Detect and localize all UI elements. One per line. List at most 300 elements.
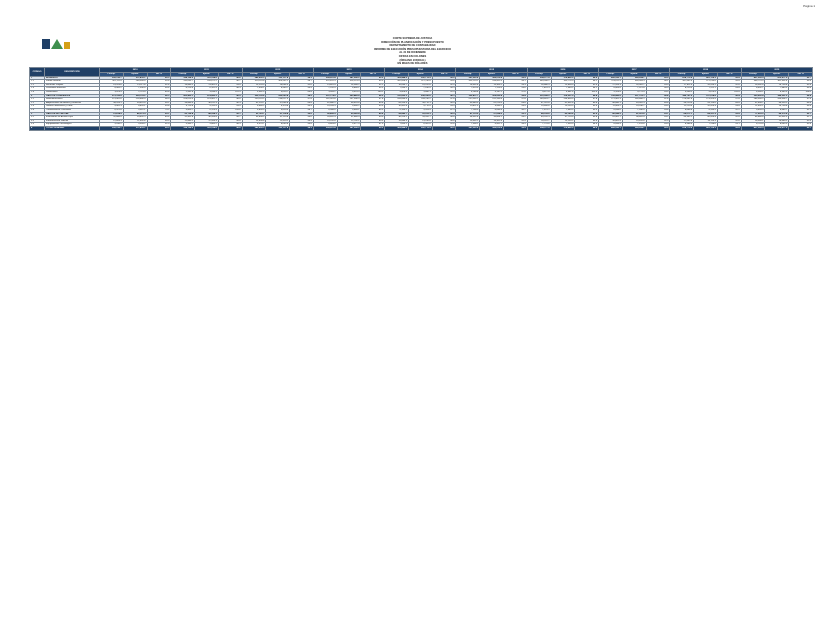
cell-value: 11,004.2 [599,105,623,109]
cell-value: 90.0 [361,116,385,120]
cell-value: 13,902.5 [195,83,219,87]
cell-value: 33,804.2 [242,116,266,120]
cell-value: 286,990.2 [741,98,765,102]
cell-code: 2.2 [30,101,45,105]
cell-value: 95.7 [789,76,813,80]
cell-value: 349,701.5 [670,94,694,98]
cell-value: 290,445.8 [337,94,361,98]
cell-value: 95.9 [646,126,670,130]
cell-value: 292,118.6 [242,94,266,98]
cell-value: 316,223.4 [337,80,361,84]
column-header-year: 2013 [313,68,384,73]
cell-description: Donaciones [45,90,100,94]
cell-value: 265,118.2 [123,94,147,98]
cell-value: 11,210.9 [670,105,694,109]
column-subheader: Presup. [527,72,551,76]
cell-value: 53,783.7 [242,112,266,116]
cell-value: 8,004.6 [599,87,623,91]
cell-value: 40,220.3 [527,116,551,120]
cell-value: 95.1 [218,112,242,116]
cell-value: 92.4 [147,83,171,87]
cell-value: 350,776.0 [551,80,575,84]
cell-value: 18,004.1 [741,119,765,123]
cell-value: 36,012.3 [195,101,219,105]
cell-value: 389,204.7 [622,126,646,130]
cell-value: 431,205.9 [741,76,765,80]
cell-value: 6,030.1 [741,90,765,94]
cell-value: 105.6 [218,108,242,112]
cell-value: 320,411.7 [456,94,480,98]
cell-value: 405,930.1 [599,76,623,80]
cell-value: 98.0 [218,98,242,102]
cell-value: 14,004.3 [266,83,290,87]
cell-value: 235,114.2 [242,98,266,102]
cell-value: 318,221.9 [551,94,575,98]
column-subheader: Presup. [599,72,623,76]
cell-value: 41,220.7 [242,101,266,105]
cell-value: 44,880.6 [741,116,765,120]
cell-value: 37,710.5 [551,116,575,120]
cell-value: 90.4 [147,87,171,91]
cell-value: 16,110.7 [527,119,551,123]
cell-value: 41,602.3 [765,116,789,120]
cell-value: 412,877.0 [765,76,789,80]
cell-value: 89.6 [361,112,385,116]
cell-value: 51,114.4 [266,112,290,116]
cell-code: 1.4 [30,90,45,94]
cell-value: 96.5 [290,94,314,98]
cell-value: 93.9 [575,112,599,116]
cell-value: 92.8 [789,83,813,87]
cell-value: 11,402.1 [741,105,765,109]
cell-value: 8,210.5 [670,87,694,91]
cell-value: 56,426.5 [313,112,337,116]
cell-value: 401,116.3 [694,76,718,80]
cell-value: 98.0 [147,98,171,102]
cell-value: 93.9 [432,105,456,109]
cell-value: 96.6 [218,76,242,80]
header-line: AL 31 DE DICIEMBRE [399,51,426,55]
cell-value: 9,580.2 [337,105,361,109]
cell-value: 92.2 [361,83,385,87]
cell-value: 8,402.7 [741,87,765,91]
cell-value: 398,770.5 [741,80,765,84]
cell-value: 257,002.1 [456,98,480,102]
column-subheader: Ejecut. [195,72,219,76]
cell-value: 18,002.6 [741,83,765,87]
column-subheader: Var. % [717,72,741,76]
cell-value: 5,529.9 [408,108,432,112]
cell-value: 92.9 [432,83,456,87]
cell-value: 93.9 [361,105,385,109]
cell-value: 310,602.3 [385,94,409,98]
cell-value: 378,402.5 [551,126,575,130]
cell-value: 61,501.6 [622,112,646,116]
cell-value: 38,410.6 [337,101,361,105]
cell-value: 283,402.1 [171,94,195,98]
cell-value: 6,880.1 [337,87,361,91]
cell-value: 6,124.9 [195,108,219,112]
cell-description: Transferencias Corrientes [45,108,100,112]
cell-value: 7,574.1 [527,108,551,112]
cell-description: Inversiones en Activos Fijos [45,116,100,120]
cell-description: GASTOS DE CAPITAL [45,112,100,116]
cell-value: 412,877.0 [765,126,789,130]
cell-value: 53,533.3 [408,112,432,116]
cell-value: 10,611.3 [456,105,480,109]
cell-value: 16,310.2 [694,83,718,87]
cell-value: 51,414.9 [100,112,124,116]
cell-value: 97.8 [717,98,741,102]
cell-value: 310,045.7 [171,80,195,84]
cell-value: 4,187.2 [480,90,504,94]
cell-value: 16,402.8 [456,83,480,87]
cell-value: 14,880.2 [171,83,195,87]
cell-value: 366,010.4 [480,76,504,80]
cell-value: 85.3 [361,108,385,112]
column-subheader: Var. % [290,72,314,76]
column-header-year: 2017 [599,68,670,73]
cell-value: 92.8 [789,123,813,127]
cell-value: 13,604.8 [242,119,266,123]
cell-value: 7,521.8 [622,87,646,91]
cell-value: 96.3 [147,94,171,98]
cell-value: 5,803.5 [242,108,266,112]
cell-value: 16,700.8 [765,83,789,87]
header-line: INFORME DE EJECUCIÓN PRESUPUESTARIA DEL EJERCICIO [373,47,452,51]
cell-value: 93.9 [218,105,242,109]
cell-value: 94.9 [290,119,314,123]
cell-value: 96.6 [218,126,242,130]
cell-value: 7,306.1 [456,123,480,127]
cell-value: 94.5 [504,123,528,127]
header-line: CORTE SUPREMA DE JUSTICIA [392,37,433,40]
cell-value: 5,943.7 [171,123,195,127]
cell-value: 3,680.1 [408,90,432,94]
cell-value: 30,204.8 [195,116,219,120]
cell-value: 369,488.0 [385,126,409,130]
cell-value: 92.6 [717,83,741,87]
cell-value: 51,804.7 [741,101,765,105]
cell-value: 96.4 [717,94,741,98]
cell-value: 96.3 [432,94,456,98]
cell-value: 12,204.3 [195,119,219,123]
cell-value: 96.4 [504,94,528,98]
cell-value: 358,201.4 [313,76,337,80]
cell-value: 8,366.4 [670,123,694,127]
column-subheader: Ejecut. [765,72,789,76]
cell-value: 45,110.6 [694,101,718,105]
cell-value: 5,610.5 [266,108,290,112]
cell-value: 36,910.2 [385,116,409,120]
cell-value: 95.5 [432,76,456,80]
column-header-year: 2015 [456,68,527,73]
cell-value: 7,590.0 [622,108,646,112]
cell-value: 95.2 [361,76,385,80]
cell-value: 96.1 [646,80,670,84]
cell-value: 327,703.1 [622,94,646,98]
cell-value: 7,786.6 [694,123,718,127]
column-subheader: Presup. [171,72,195,76]
cell-value: 92.8 [717,112,741,116]
cell-value: 10,330.7 [622,105,646,109]
cell-value: 346,501.2 [765,94,789,98]
cell-value: 90.1 [147,112,171,116]
cell-value: 48,254.3 [195,112,219,116]
cell-code: 3.2 [30,119,45,123]
cell-value: 249,660.4 [385,98,409,102]
cell-value: 401,116.3 [694,126,718,130]
cell-value: 10,204.5 [313,105,337,109]
cell-description: Gastos Financieros y Otros [45,105,100,109]
cell-value: 6,490.9 [480,108,504,112]
cell-value: 9,710.6 [171,105,195,109]
cell-value: 7,801.3 [527,87,551,91]
cell-value: 299,871.2 [195,80,219,84]
cell-value: 14,220.6 [313,119,337,123]
cell-value: 327,110.8 [408,80,432,84]
cell-value: 8,400.2 [100,87,124,91]
cell-value: 95.3 [361,80,385,84]
cell-value: 96.4 [789,94,813,98]
cell-value: 90.2 [504,108,528,112]
cell-value: 7,340.2 [551,87,575,91]
cell-value: 93.0 [646,83,670,87]
cell-value: 87.9 [361,123,385,127]
cell-value: 93.8 [789,105,813,109]
cell-value: 93.9 [290,105,314,109]
column-header-year: 2018 [670,68,741,73]
cell-description: Equipamiento Tecnológico [45,123,100,127]
cell-value: 4,006.6 [385,90,409,94]
cell-description: Préstamos Externos [45,87,100,91]
cell-value: 93.9 [504,105,528,109]
cell-value: 96.4 [646,94,670,98]
cell-value: 93.2 [646,116,670,120]
cell-value: 364,908.2 [527,80,551,84]
cell-value: 101.5 [218,90,242,94]
cell-value: 8,180.4 [694,108,718,112]
column-subheader: Var. % [789,72,813,76]
cell-value: 97.8 [290,98,314,102]
cell-value: 46,530.2 [765,101,789,105]
cell-value: 41,220.5 [480,101,504,105]
cell-value: 4,681.4 [551,90,575,94]
header-line: CIFRAS EN COLONES [398,54,427,58]
cell-value: 89.8 [717,101,741,105]
cell-value: 6,502.0 [408,123,432,127]
cell-value: 93.0 [646,123,670,127]
cell-value: 89.8 [646,101,670,105]
cell-value: 3,038.5 [195,90,219,94]
column-subheader: Presup. [456,72,480,76]
page-number: Página 1 [803,4,815,8]
cell-value: 95.6 [432,80,456,84]
cell-value: 14,912.6 [408,83,432,87]
cell-value: 10,804.6 [527,105,551,109]
cell-value: 89.6 [361,101,385,105]
header-line: (ÓRGANO JUDICIAL) [399,58,426,62]
cell-value: 95.0 [290,116,314,120]
cell-value: 9,405.4 [741,108,765,112]
cell-value: 7,064.5 [551,108,575,112]
cell-value: 5,548.2 [670,90,694,94]
cell-value: 93.1 [646,112,670,116]
cell-value: 31,902.6 [171,116,195,120]
cell-description: Infraestructura Judicial [45,119,100,123]
cell-value: 366,010.4 [480,126,504,130]
cell-value: 95.8 [717,76,741,80]
cell-value: 311,432.1 [123,126,147,130]
cell-value: 279,401.6 [670,98,694,102]
cell-value: 41,402.7 [599,116,623,120]
column-subheader: Var. % [218,72,242,76]
cell-value: 93.4 [218,83,242,87]
cell-value: 7,339.9 [551,123,575,127]
cell-value: 48,880.1 [599,101,623,105]
cell-value: 38,402.6 [456,116,480,120]
cell-value: 405,930.1 [599,126,623,130]
cell-value: 91.6 [432,123,456,127]
cell-value: 6,393.5 [765,90,789,94]
cell-value: 96.2 [361,94,385,98]
cell-value: 5,448.1 [337,108,361,112]
cell-value: 5,007.1 [123,108,147,112]
cell-value: 93.9 [575,105,599,109]
cell-value: 71,603.5 [741,112,765,116]
cell-value: 93.4 [290,87,314,91]
cell-value: 92.9 [147,123,171,127]
cell-value: 7,198.0 [456,108,480,112]
cell-value: 69,071.1 [670,112,694,116]
cell-value: 96.3 [290,76,314,80]
cell-value: 16,880.5 [527,83,551,87]
cell-value: 8,718.8 [741,123,765,127]
cell-value: 43,302.1 [670,116,694,120]
header-line: EN MILES DE DÓLARES [397,62,428,66]
cell-value: 6,093.6 [266,123,290,127]
cell-value: 352,713.9 [408,126,432,130]
cell-value: 309,552.1 [266,80,290,84]
cell-value: 13,510.6 [408,119,432,123]
cell-value: 6,210.0 [171,87,195,91]
cell-value: 89.8 [290,101,314,105]
cell-value: 16,680.2 [765,119,789,123]
cell-value: 2,719.4 [123,90,147,94]
cell-value: 345,902.3 [242,76,266,80]
cell-value: 39,880.5 [171,101,195,105]
cell-value: 97.8 [789,98,813,102]
cell-value: 7,610.9 [456,87,480,91]
cell-value: 95.9 [504,126,528,130]
cell-value: 299,180.6 [408,94,432,98]
cell-value: 40,204.6 [694,116,718,120]
header-line: DEPARTAMENTO DE CONTABILIDAD [389,44,436,48]
cell-value: 16,044.7 [385,83,409,87]
cell-value: 7,590.0 [123,87,147,91]
cell-value: 95.0 [290,112,314,116]
cell-value: 387,402.9 [670,80,694,84]
cell-value: 44,204.9 [385,101,409,105]
cell-value: 95.9 [646,76,670,80]
cell-code: 1 [30,76,45,80]
cell-value: 9,770.4 [408,105,432,109]
cell-value: 103.4 [575,90,599,94]
cell-value: 3,509.2 [313,90,337,94]
cell-value: 84.8 [290,90,314,94]
cell-value: 95.8 [717,126,741,130]
cell-value: 90.9 [432,112,456,116]
cell-value: 418,772.6 [670,126,694,130]
cell-value: 7,095.2 [385,123,409,127]
cell-value: 38,602.4 [622,116,646,120]
cell-value: 95.8 [789,80,813,84]
cell-value: 100.2 [361,90,385,94]
cell-value: 89.8 [147,90,171,94]
cell-value: 91.9 [432,90,456,94]
cell-value: 230,017.5 [266,98,290,102]
cell-value: 92.8 [717,116,741,120]
cell-value: 15,604.9 [551,83,575,87]
cell-value: 7,004.1 [242,87,266,91]
cell-value: 345,902.3 [242,126,266,130]
cell-value: 89.4 [147,116,171,120]
cell-value: 92.6 [789,119,813,123]
cell-value: 66,049.5 [599,112,623,116]
cell-value: 95.6 [290,123,314,127]
cell-value: 96.0 [575,126,599,130]
cell-value: 418,772.6 [670,76,694,80]
cell-value: 93.3 [575,108,599,112]
cell-description: Remuneraciones [45,98,100,102]
cell-value: 38,204.1 [100,101,124,105]
cell-value: 97.8 [575,98,599,102]
cell-value: 95.3 [147,76,171,80]
cell-value: 15,420.6 [622,119,646,123]
cell-value: 96.4 [575,94,599,98]
cell-value: 98.3 [218,87,242,91]
cell-value: 94.8 [218,119,242,123]
cell-value: 7,880.3 [765,87,789,91]
cell-value: 92.4 [575,83,599,87]
cell-value: 96.7 [290,108,314,112]
cell-value: 90.8 [432,116,456,120]
cell-value: 14,302.8 [480,119,504,123]
cell-value: 15,220.9 [242,83,266,87]
cell-value: 4,288.8 [456,90,480,94]
cell-value: 10,402.8 [385,105,409,109]
cell-value: 95.2 [361,126,385,130]
cell-value: 14,388.2 [337,83,361,87]
cell-value: 8,093.3 [765,123,789,127]
cell-value: 93.9 [575,119,599,123]
cell-value: 93.9 [646,105,670,109]
cell-value: 288,004.9 [123,80,147,84]
cell-description: TOTAL GENERAL [45,126,100,130]
cell-value: 47,210.8 [527,101,551,105]
cell-value: 92.9 [504,119,528,123]
cell-value: 342,006.5 [385,80,409,84]
cell-value: 31,880.4 [337,116,361,120]
cell-value: 5,800.7 [171,108,195,112]
cell-value: 97.8 [646,98,670,102]
column-header-year: 2010 [100,68,171,73]
cell-value: 275,330.8 [100,94,124,98]
cell-value: 92.6 [717,119,741,123]
cell-value: 9,370.6 [266,105,290,109]
cell-value: 89.8 [789,101,813,105]
cell-value: 320,114.8 [242,80,266,84]
